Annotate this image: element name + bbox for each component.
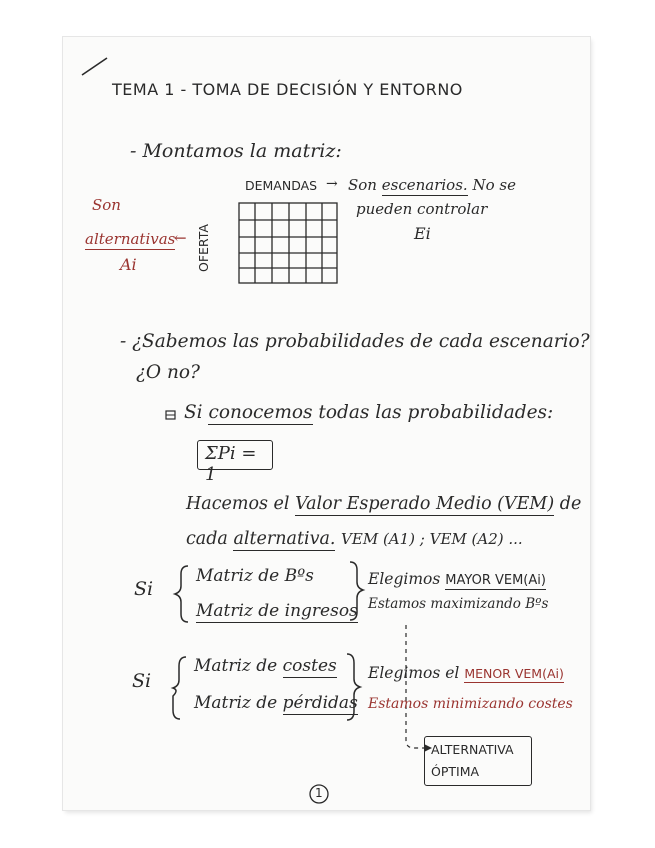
left-brace-2 [173, 657, 186, 719]
escenarios-line [348, 176, 516, 194]
matrix-costs-word: costes [282, 656, 337, 676]
optimal-line-2: ÓPTIMA [431, 764, 480, 779]
oferta-label: OFERTA [196, 224, 211, 272]
arrow-left-icon: ← [174, 229, 187, 247]
optimal-alternative-box [424, 736, 532, 786]
matrix-costs-pre: Matriz de [194, 656, 278, 676]
pen-mark [82, 58, 107, 75]
matrix-losses [194, 693, 358, 713]
vem-line-1 [186, 494, 581, 514]
matrix-losses-word: pérdidas [282, 693, 358, 713]
matrix-costs [194, 656, 337, 676]
alt-label-1: Son [92, 196, 121, 214]
vem-pre: Hacemos el [186, 494, 290, 514]
choose-min-line [368, 664, 564, 682]
escenarios-line-2: pueden controlar [356, 200, 488, 218]
choose-max-pre: Elegimos [368, 570, 441, 588]
matrix-intro: - Montamos la matriz: [130, 140, 342, 162]
si-label-1: Si [134, 578, 154, 600]
known-post: todas las probabilidades: [318, 402, 554, 423]
matrix-income [196, 601, 358, 621]
ei-label: Ei [414, 224, 431, 243]
vem-post: de [559, 494, 582, 514]
page-title: TEMA 1 - TOMA DE DECISIÓN Y ENTORNO [112, 80, 463, 99]
escenarios-word: escenarios. [381, 176, 468, 194]
sum-formula: ΣPi = 1 [205, 443, 257, 485]
known-pre: Si [184, 402, 203, 423]
ai-label: Ai [120, 255, 137, 274]
page-number: 1 [315, 786, 323, 800]
vem-term: Valor Esperado Medio (VEM) [295, 494, 555, 514]
choose-min-word: MENOR VEM(Ai) [464, 666, 564, 681]
matrix-grid [239, 203, 337, 283]
escenarios-post: No se [472, 176, 516, 194]
optimal-line-1: ALTERNATIVA [431, 742, 514, 757]
probabilities-question-2: ¿O no? [136, 362, 200, 383]
alt-label-2: alternativas [85, 230, 176, 248]
matrix-income-text: Matriz de ingresos [196, 601, 358, 621]
matrix-losses-pre: Matriz de [194, 693, 278, 713]
minimizing-line: Estamos minimizando costes [368, 696, 573, 712]
matrix-benefits: Matriz de Bºs [196, 566, 314, 586]
known-probabilities-line [184, 402, 553, 423]
dashed-connector [406, 625, 424, 748]
sum-formula-box [197, 440, 273, 485]
left-brace-1 [175, 566, 188, 622]
maximizing-line: Estamos maximizando Bºs [368, 596, 549, 612]
vem2-word: alternativa. [233, 529, 336, 549]
probabilities-question: - ¿Sabemos las probabilidades de cada escenario? [120, 331, 590, 352]
choose-max-line [368, 570, 546, 588]
vem2-pre: cada [186, 529, 228, 549]
choose-min-pre: Elegimos el [368, 664, 460, 682]
vem2-formula: VEM (A1) ; VEM (A2) ... [341, 530, 523, 548]
vem-line-2 [186, 529, 523, 549]
demandas-label: DEMANDAS [245, 178, 318, 193]
escenarios-pre: Son [348, 176, 377, 194]
arrow-right-icon: → [326, 176, 338, 192]
choose-max-word: MAYOR VEM(Ai) [445, 573, 546, 588]
si-label-2: Si [132, 670, 152, 692]
known-word: conocemos [208, 402, 313, 423]
